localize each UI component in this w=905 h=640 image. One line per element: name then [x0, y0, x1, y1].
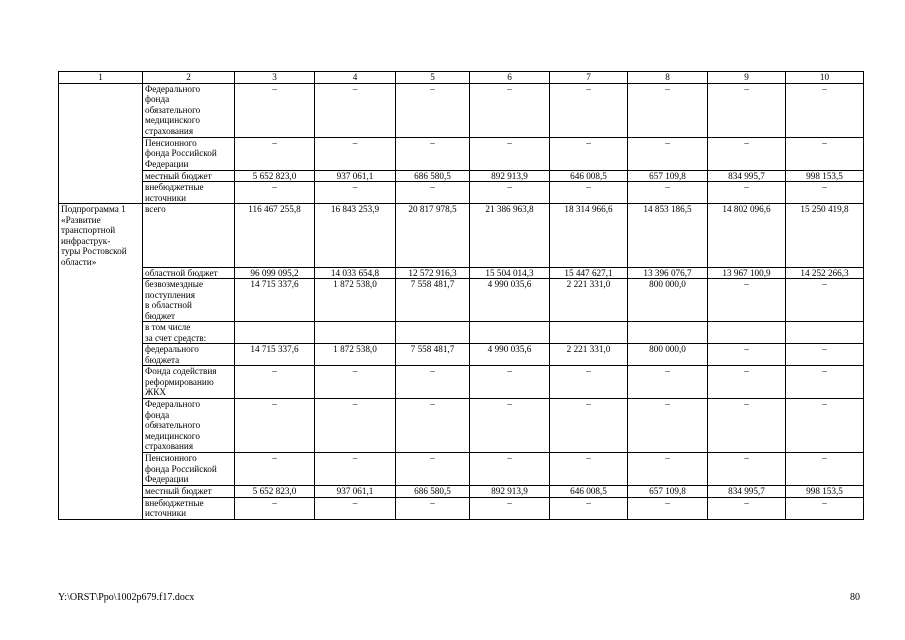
amount-cell: –: [628, 453, 708, 486]
amount-cell: –: [315, 453, 396, 486]
amount-cell: –: [628, 137, 708, 170]
amount-cell: [396, 322, 470, 344]
funding-source: федерального бюджета: [143, 344, 235, 366]
program-cell-empty: [59, 486, 143, 498]
amount-cell: –: [786, 366, 864, 399]
amount-cell: 21 386 963,8: [470, 204, 550, 268]
amount-cell: –: [786, 399, 864, 453]
amount-cell: –: [628, 182, 708, 204]
amount-cell: –: [470, 137, 550, 170]
amount-cell: –: [550, 453, 628, 486]
funding-source: внебюджетные источники: [143, 497, 235, 519]
amount-cell: 834 995,7: [708, 170, 786, 182]
amount-cell: 800 000,0: [628, 279, 708, 322]
column-number: 1: [59, 72, 143, 84]
amount-cell: [550, 322, 628, 344]
amount-cell: –: [786, 344, 864, 366]
program-cell-empty: [59, 497, 143, 519]
amount-cell: –: [786, 83, 864, 137]
amount-cell: 14 715 337,6: [235, 279, 315, 322]
amount-cell: –: [708, 497, 786, 519]
amount-cell: –: [708, 137, 786, 170]
amount-cell: 5 652 823,0: [235, 170, 315, 182]
amount-cell: 937 061,1: [315, 486, 396, 498]
amount-cell: 4 990 035,6: [470, 279, 550, 322]
amount-cell: 116 467 255,8: [235, 204, 315, 268]
amount-cell: 686 580,5: [396, 486, 470, 498]
amount-cell: 13 967 100,9: [708, 267, 786, 279]
amount-cell: –: [628, 83, 708, 137]
amount-cell: 96 099 095,2: [235, 267, 315, 279]
funding-source: Федерального фонда обязательного медицинского страхования: [143, 399, 235, 453]
amount-cell: 7 558 481,7: [396, 344, 470, 366]
funding-source: Пенсионного фонда Российской Федерации: [143, 137, 235, 170]
amount-cell: 892 913,9: [470, 170, 550, 182]
column-number: 9: [708, 72, 786, 84]
amount-cell: 998 153,5: [786, 170, 864, 182]
amount-cell: –: [396, 83, 470, 137]
amount-cell: –: [628, 497, 708, 519]
amount-cell: –: [786, 137, 864, 170]
amount-cell: 16 843 253,9: [315, 204, 396, 268]
table-row: [59, 279, 864, 322]
amount-cell: 646 008,5: [550, 170, 628, 182]
funding-source: внебюджетные источники: [143, 182, 235, 204]
budget-table: [58, 71, 864, 520]
program-cell-empty: [59, 344, 143, 366]
amount-cell: –: [396, 137, 470, 170]
amount-cell: 2 221 331,0: [550, 344, 628, 366]
funding-source: местный бюджет: [143, 170, 235, 182]
table-row: [59, 497, 864, 519]
table-row: [59, 267, 864, 279]
table-row: [59, 182, 864, 204]
amount-cell: –: [470, 83, 550, 137]
amount-cell: 4 990 035,6: [470, 344, 550, 366]
amount-cell: –: [235, 366, 315, 399]
funding-source: областной бюджет: [143, 267, 235, 279]
program-cell-empty: [59, 322, 143, 344]
amount-cell: –: [396, 399, 470, 453]
amount-cell: 892 913,9: [470, 486, 550, 498]
amount-cell: –: [470, 182, 550, 204]
funding-source: Федерального фонда обязательного медицинского страхования: [143, 83, 235, 137]
program-cell-empty: [59, 182, 143, 204]
amount-cell: –: [470, 453, 550, 486]
amount-cell: –: [708, 83, 786, 137]
funding-source: всего: [143, 204, 235, 268]
amount-cell: –: [708, 279, 786, 322]
column-number: 2: [143, 72, 235, 84]
amount-cell: –: [708, 453, 786, 486]
amount-cell: 14 715 337,6: [235, 344, 315, 366]
amount-cell: [786, 322, 864, 344]
amount-cell: 937 061,1: [315, 170, 396, 182]
amount-cell: [708, 322, 786, 344]
amount-cell: 7 558 481,7: [396, 279, 470, 322]
amount-cell: –: [235, 453, 315, 486]
program-cell-empty: [59, 399, 143, 453]
column-number: 5: [396, 72, 470, 84]
footer-file-path: Y:\ORST\Ppo\1002p679.f17.docx: [58, 592, 195, 603]
amount-cell: –: [235, 399, 315, 453]
table-row: [59, 83, 864, 137]
program-cell-empty: [59, 137, 143, 170]
amount-cell: –: [315, 399, 396, 453]
amount-cell: –: [708, 344, 786, 366]
amount-cell: [470, 322, 550, 344]
amount-cell: –: [628, 366, 708, 399]
amount-cell: 5 652 823,0: [235, 486, 315, 498]
table-row: [59, 399, 864, 453]
amount-cell: 14 252 266,3: [786, 267, 864, 279]
amount-cell: –: [315, 182, 396, 204]
amount-cell: [315, 322, 396, 344]
amount-cell: –: [235, 83, 315, 137]
amount-cell: 646 008,5: [550, 486, 628, 498]
amount-cell: [628, 322, 708, 344]
table-row: [59, 170, 864, 182]
amount-cell: 15 250 419,8: [786, 204, 864, 268]
column-number: 10: [786, 72, 864, 84]
amount-cell: 657 109,8: [628, 486, 708, 498]
amount-cell: –: [470, 366, 550, 399]
amount-cell: –: [396, 366, 470, 399]
table-row: [59, 137, 864, 170]
amount-cell: –: [550, 497, 628, 519]
column-number: 3: [235, 72, 315, 84]
page-number: 80: [850, 592, 860, 603]
amount-cell: –: [786, 453, 864, 486]
column-number-row: [59, 72, 864, 84]
program-cell-empty: [59, 267, 143, 279]
amount-cell: 998 153,5: [786, 486, 864, 498]
amount-cell: 14 853 186,5: [628, 204, 708, 268]
amount-cell: 686 580,5: [396, 170, 470, 182]
funding-source: безвозмездные поступления в областной бюджет: [143, 279, 235, 322]
amount-cell: –: [235, 182, 315, 204]
table-row: [59, 366, 864, 399]
column-number: 8: [628, 72, 708, 84]
amount-cell: [235, 322, 315, 344]
table-row: [59, 322, 864, 344]
table-row: [59, 453, 864, 486]
program-cell-empty: [59, 453, 143, 486]
amount-cell: 15 504 014,3: [470, 267, 550, 279]
column-number: 4: [315, 72, 396, 84]
amount-cell: –: [550, 83, 628, 137]
amount-cell: 834 995,7: [708, 486, 786, 498]
subprogram-name: Подпрограмма 1 «Развитие транспортной инфраструк- туры Ростовской области»: [59, 204, 143, 268]
funding-source: Фонда содействия реформированию ЖКХ: [143, 366, 235, 399]
amount-cell: –: [708, 182, 786, 204]
amount-cell: 1 872 538,0: [315, 344, 396, 366]
amount-cell: 13 396 076,7: [628, 267, 708, 279]
amount-cell: 657 109,8: [628, 170, 708, 182]
amount-cell: 14 033 654,8: [315, 267, 396, 279]
funding-source: местный бюджет: [143, 486, 235, 498]
amount-cell: –: [550, 137, 628, 170]
amount-cell: 800 000,0: [628, 344, 708, 366]
amount-cell: –: [550, 399, 628, 453]
amount-cell: –: [628, 399, 708, 453]
program-cell-empty: [59, 279, 143, 322]
amount-cell: –: [786, 279, 864, 322]
amount-cell: –: [470, 399, 550, 453]
amount-cell: –: [396, 497, 470, 519]
amount-cell: –: [315, 366, 396, 399]
funding-source: Пенсионного фонда Российской Федерации: [143, 453, 235, 486]
amount-cell: 20 817 978,5: [396, 204, 470, 268]
table-row: [59, 344, 864, 366]
amount-cell: –: [550, 366, 628, 399]
amount-cell: –: [470, 497, 550, 519]
amount-cell: –: [396, 182, 470, 204]
amount-cell: –: [708, 399, 786, 453]
amount-cell: 12 572 916,3: [396, 267, 470, 279]
program-cell-empty: [59, 170, 143, 182]
amount-cell: –: [550, 182, 628, 204]
table-row: [59, 204, 864, 268]
amount-cell: 2 221 331,0: [550, 279, 628, 322]
amount-cell: –: [786, 182, 864, 204]
funding-source: в том числе за счет средств:: [143, 322, 235, 344]
amount-cell: –: [315, 83, 396, 137]
column-number: 6: [470, 72, 550, 84]
program-cell-empty: [59, 366, 143, 399]
amount-cell: 18 314 966,6: [550, 204, 628, 268]
program-cell-empty: [59, 83, 143, 137]
amount-cell: –: [396, 453, 470, 486]
amount-cell: –: [315, 137, 396, 170]
amount-cell: –: [235, 137, 315, 170]
amount-cell: –: [235, 497, 315, 519]
amount-cell: 1 872 538,0: [315, 279, 396, 322]
table-row: [59, 486, 864, 498]
amount-cell: –: [786, 497, 864, 519]
amount-cell: –: [708, 366, 786, 399]
amount-cell: 14 802 096,6: [708, 204, 786, 268]
amount-cell: –: [315, 497, 396, 519]
column-number: 7: [550, 72, 628, 84]
amount-cell: 15 447 627,1: [550, 267, 628, 279]
